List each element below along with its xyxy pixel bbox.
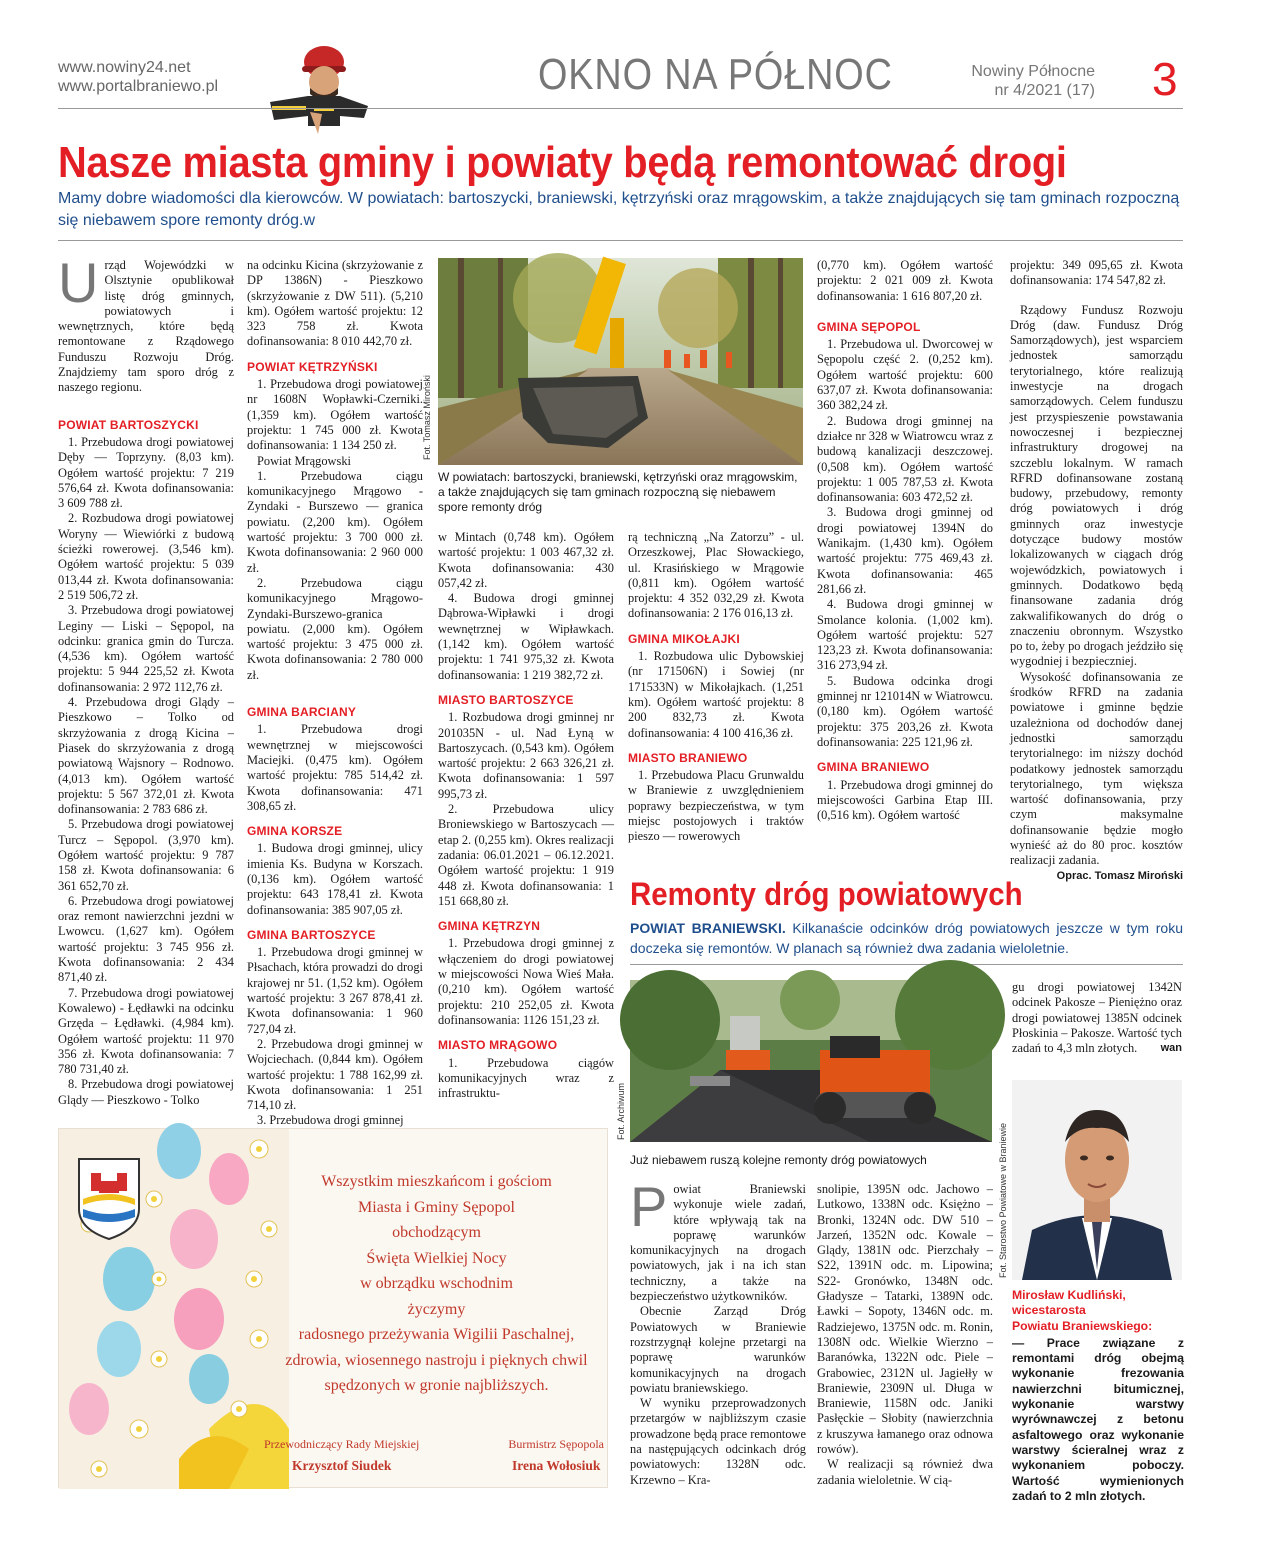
heading-gmina-barciany: GMINA BARCIANY [247,705,357,720]
quote-office: Powiatu Braniewskiego: [1012,1318,1153,1333]
ad-line: obchodzącym [392,1224,481,1241]
publication-info [971,62,1095,100]
article1-column-4 [628,530,804,860]
list-item: 5. Budowa odcinka drogi gminnej nr 121014N w Wiatrowcu. (0,180 km). Ogółem wartość projektu: 375 203,26 zł. Kwota dofinansowania: 225 121,96 zł. [817,673,993,749]
heading-miasto-braniewo: MIASTO BRANIEWO [628,750,748,765]
article1-column-1 [58,251,234,1108]
lead-divider [58,240,1183,241]
firefighter-mascot-icon [264,36,376,136]
list-item: 1. Przebudowa drogi gminnej w Płsachach, która prowadzi do drogi krajowej nr 51. (1,52 km). Ogółem wartość projektu: 3 267 878,41 zł. Kwota dofinansowania: 1 960 727,04 zł. [247,945,423,1036]
ad-line: spędzonych w gronie najbliższych. [324,1377,549,1394]
list-item: 5. Przebudowa drogi powiatowej Turcz – Sępopol. (3,970 km). Ogółem wartość projektu: 9 787 158 zł. Kwota dofinansowania: 6 361 652,70 zł. [58,817,234,893]
list-item: 7. Przebudowa drogi powiatowej Kowalewo) - Łędławki na odcinku Grzęda – Łędławki. (4,984 km). Ogółem wartość projektu: 11 970 356 zł. Kwota dofinansowania: 7 780 731,40 zł. [58,985,234,1077]
easter-eggs-flowers-icon [59,1129,289,1489]
article1-column-2 [247,258,423,1128]
quote-name: Mirosław Kudliński, [1012,1288,1126,1302]
publication-name: Nowiny Północne [971,63,1095,80]
list-item: rą techniczną „Na Zatorzu” - ul. Orzeszkowej, Plac Słowackiego, ul. Krasińskiego w Mrągowie (0,811 km). Ogółem wartość projektu: 4 352 032,29 zł. Kwota dofinansowania: 2 176 016,13 zł. [628,530,804,621]
signature-name: Krzysztof Siudek [291,1458,392,1473]
dropcap: P [630,1175,668,1238]
list-item: 4. Budowa drogi gminnej w Smolance kolonia. (1,002 km). Ogółem wartość projektu: 527 123,23 zł. Kwota dofinansowania: 316 273,94 zł. [817,597,993,673]
dropcap: U [58,251,99,314]
article1-column-6 [1010,258,1183,882]
heading-powiat-ketrzynski: POWIAT KĘTRZYŃSKI [247,359,378,374]
second-lead: POWIAT BRANIEWSKI. Kilkanaście odcinków dróg powiatowych jeszcze w tym roku doczeka się remontów. W planach są również dwa zadania wieloletnie. [630,920,1183,956]
url-portalbraniewo[interactable]: www.portalbraniewo.pl [58,78,219,95]
list-item: 1. Rozbudowa ulic Dybowskiej (nr 171506N) i Sowiej (nr 171533N) w Mikołajkach. (1,251 km). Ogółem wartość projektu: 8 200 832,73 zł. Kwota dofinansowania: 4 100 416,36 zł. [628,649,804,740]
body-paragraph: Rządowy Fundusz Rozwoju Dróg (daw. Fundusz Dróg Samorządowych), jest wsparciem jednostek samorządu terytorialnego, które realizują inwestycje na drogach samorządowych. Celem funduszu jest przyspieszenie powstawania nowoczesnej i bezpiecznej infrastruktury drogowej na szczeblu lokalnym. W ramach RFRD dofinansowane zostaną budowy, przebudowy, remonty dróg powiatowych i dróg gminnych oraz inwestycje dotyczące budowy mostów lokalizowanych w ciągach dróg wojewódzkich, powiatowych i gminnych. Dodatkowo będą finansowane zadania dróg zakwalifikowanych do dróg o znaczeniu obronnym. Wszystko po to, żeby po drogach jeździło się wygodniej i bezpieczniej. [1010,302,1183,669]
second-lead-divider [630,964,1183,965]
list-item: 1. Przebudowa drogi powiatowej nr 1608N Wopławki-Czerniki. (1,359 km). Ogółem wartość projektu: 1 745 000 zł. Kwota dofinansowania: 1 134 250 zł. [247,377,423,453]
list-item: 1. Przebudowa drogi wewnętrznej w miejscowości Maciejki. (0,475 km). Ogółem wartość projektu: 785 514,42 zł. Kwota dofinansowania: 471 308,65 zł. [247,722,423,813]
ad-line: Święta Wielkiej Nocy [366,1249,507,1267]
list-item: na odcinku Kicina (skrzyżowanie z DP 1386N) - Pieszkowo (skrzyżowanie z DW 511). (5,210 km). Ogółem wartość projektu: 12 323 758 zł. Kwota dofinansowania: 8 010 442,70 zł. [247,258,423,349]
body-paragraph: Wysokość dofinansowania ze środków RFRD na zadania powiatowe i gminne będzie uzależniona od dochodów danej jednostki samorządu terytorialnego: im niższy dochód podatkowy jednostek samorządu terytorialnego, tym większa wartość dofinansowania, przy czym maksymalne dofinansowanie będzie mogło wynieść aż do 80 proc. kosztów realizacji zadania. [1010,669,1183,868]
header-divider [58,108,1183,109]
portrait-photo [1012,1080,1182,1280]
heading-gmina-sepopol: GMINA SĘPOPOL [817,319,921,334]
list-item: w Mintach (0,748 km). Ogółem wartość projektu: 1 003 467,32 zł. Kwota dofinansowania: 430 057,42 zł. [438,530,614,590]
easter-greeting-ad [58,1128,608,1488]
list-item: 2. Przebudowa ulicy Broniewskiego w Bartoszycach — etap 2. (0,255 km). Okres realizacji zadania: 06.01.2021 – 06.12.2021. Ogółem wartość projektu: 1 919 448 zł. Kwota dofinansowania: 1 151 668,80 zł. [438,802,614,908]
article1-column-3 [438,530,614,1101]
list-item: 3. Przebudowa drogi gminnej [257,1113,404,1128]
byline: Oprac. Tomasz Miroński [1056,869,1183,882]
ad-line: w obrządku wschodnim [360,1275,513,1292]
section-title: OKNO NA PÓŁNOC [538,50,893,99]
list-item: 1. Rozbudowa drogi gminnej nr 201035N - ul. Nad Łyną w Bartoszycach. (0,543 km). Ogółem wartość projektu: 2 663 326,21 zł. Kwota dofinansowania: 1 597 995,73 zł. [438,710,614,801]
article2-column-2 [817,1182,993,1492]
list-item: 8. Przebudowa drogi powiatowej Glądy — Pieszkowo - Tolko [58,1077,234,1107]
ad-signatures [264,1433,604,1477]
ad-greeting-text [259,1169,614,1399]
signature-title: Burmistrz Sępopola [508,1437,604,1451]
list-item: 3. Budowa drogi gminnej od drogi powiatowej 1394N do Wanikajm. (1,430 km). Ogółem wartość projektu: 775 469,43 zł. Kwota dofinansowania: 465 281,66 zł. [817,505,993,596]
heading-gmina-korsze: GMINA KORSZE [247,824,343,839]
list-item: 1. Przebudowa Placu Grunwaldu w Braniewie z uwzględnieniem poprawy bezpieczeństwa, w tym miejsc postojowych i traktów pieszo — rowerowych [628,768,804,844]
main-lead: Mamy dobre wiadomości dla kierowców. W powiatach: bartoszycki, braniewski, kętrzyński oraz mrągowskim, a także znajdujących się tam gminach rozpoczną się niebawem spore remonty dróg.w [58,190,1180,229]
url-nowiny24[interactable]: www.nowiny24.net [58,59,191,76]
heading-gmina-mikolajki: GMINA MIKOŁAJKI [628,631,740,646]
list-item: 2. Budowa drogi gminnej na działce nr 328 w Wiatrowcu wraz z budową kanalizacji deszczowej. (0,508 km). Ogółem wartość projektu: 1 005 787,53 zł. Kwota dofinansowania: 603 472,52 zł. [817,413,993,505]
byline: wan [1160,1042,1182,1055]
list-item: 1. Przebudowa drogi gminnej z włączeniem do drogi powiatowej w miejscowości Nowa Wieś Mała. (0,210 km). Ogółem wartość projektu: 210 252,05 zł. Kwota dofinansowania: 1126 151,23 zł. [438,936,614,1027]
quote-role: wicestarosta [1012,1303,1086,1318]
list-item: 1. Przebudowa drogi gminnej do miejscowości Garbina Etap III. (0,516 km). Ogółem wartość [817,777,993,823]
site-urls [58,58,218,96]
body-paragraph: snolipie, 1395N odc. Jachowo – Lutkowo, 1338N odc. Księżno – Bronki, 1324N odc. DW 510 – Jarzeń, 1352N odc. Kowale – Glądy, 1381N odc. Pierzchały – S22, 1391N odc. m. Lipowina; S22- Gronówko, 1348N odc. Gładysze – Tatarki, 1389N odc. Ławki – Sopoty, 1346N odc. m. Radziejewo, 1375N odc. m. Ronin, 1308N odc. Wielkie Wierzno – Baranówka, 1322N odc. Piele – Grabowiec, 2312N ul. Jagiełły w Braniewie, 2309N ul. Długa w Braniewie, 1158N odc. Janiki Pasłęckie – Słobity (nawierzchnia z kruszywa łamanego oraz odnowa rowów). [817,1182,993,1457]
list-item: 1. Przebudowa drogi powiatowej Dęby — Toprzyny. (8,03 km). Ogółem wartość projektu: 7 219 576,64 zł. Kwota dofinansowania: 3 609 788 zł. [58,434,234,511]
photo-credit: Fot. Archiwum [616,1082,626,1140]
list-item: 1. Przebudowa ciągów komunikacyjnych wraz z infrastruktu- [438,1055,614,1101]
article2-column-3 [1012,980,1182,1080]
heading-powiat-bartoszycki: POWIAT BARTOSZYCKI [58,417,199,432]
photo-caption: Już niebawem ruszą kolejne remonty dróg powiatowych [630,1153,927,1167]
photo-caption: W powiatach: bartoszycki, braniewski, kętrzyński oraz mrągowskim, a także znajdujących się tam gminach rozpoczną się niebawem spore remonty dróg [438,470,798,514]
article1-column-5 [817,258,993,858]
body-paragraph: Obecnie Zarząd Dróg Powiatowych w Braniewie rozstrzygnął kolejne przetargi na poprawę warunków komunikacyjnych na drogach powiatu braniewskiego. [630,1304,806,1395]
photo-credit: Fot. Tomasz Miroński [422,375,432,460]
list-item: 1. Budowa drogi gminnej, ulicy imienia Ks. Budyna w Korszach. (0,136 km). Ogółem wartość projektu: 643 178,41 zł. Kwota dofinansowania: 385 907,05 zł. [247,841,423,917]
ad-line: życzymy [407,1300,466,1318]
issue-number: nr 4/2021 (17) [994,82,1095,99]
ad-line: Wszystkim mieszkańcom i gościom [321,1173,552,1190]
heading-miasto-mragowo: MIASTO MRĄGOWO [438,1038,558,1053]
page-header [0,0,1267,112]
heading-miasto-bartoszyce: MIASTO BARTOSZYCE [438,692,574,707]
page-number: 3 [1152,53,1178,105]
signature-mayor [508,1433,604,1477]
subheading-powiat-mragowski: Powiat Mrągowski [257,453,351,468]
heading-gmina-bartoszyce: GMINA BARTOSZYCE [247,927,376,942]
signature-name: Irena Wołosiuk [511,1458,601,1473]
heading-gmina-ketrzyn: GMINA KĘTRZYN [438,919,541,934]
ad-line: radosnego przeżywania Wigilii Paschalnej, [298,1326,575,1343]
list-item: 3. Przebudowa drogi powiatowej Leginy — Liski – Sępopol, na odcinku: granica gmin do Turcza. (4,536 km). Ogółem wartość projektu: 5 944 225,52 zł. Kwota dofinansowania: 2 972 112,76 zł. [58,603,234,694]
list-item: (0,770 km). Ogółem wartość projektu: 2 021 009 zł. Kwota dofinansowania: 1 616 807,20 zł. [817,258,993,303]
list-item: 2. Przebudowa drogi gminnej w Wojciechach. (0,844 km). Ogółem wartość projektu: 1 788 162,99 zł. Kwota dofinansowania: 1 251 714,10 zł. [247,1036,423,1113]
body-paragraph: gu drogi powiatowej 1342N odcinek Pakosze – Pieniężno oraz drogi powiatowej 1385N odcinek Płoskinia – Pakosze. Wartość tych zadań to 4,3 mln złotych. [1012,980,1182,1056]
article2-column-1 [630,1175,806,1492]
signature-council-chair [264,1433,419,1477]
list-item: 2. Rozbudowa drogi powiatowej Woryny — Wiewiórki z budową ścieżki rowerowej. (3,546 km). Ogółem wartość projektu: 5 039 013,44 zł. Kwota dofinansowania: 2 519 506,72 zł. [58,511,234,602]
list-item: 2. Przebudowa ciągu komunikacyjnego Mrągowo-Zyndaki-Burszewo-granica powiatu. (2,000 km). Ogółem wartość projektu: 3 475 000 zł. Kwota dofinansowania: 2 780 000 zł. [247,575,423,682]
list-item: 4. Przebudowa drogi Glądy – Pieszkowo – Tolko od skrzyżowania z drogą Kicina – Piasek do skrzyżowania z drogą powiatową Wajsnory – Rodnowo. (4,013 km). Ogółem wartość projektu: 5 567 372,01 zł. Kwota dofinansowania: 2 783 686 zł. [58,695,234,817]
intro-paragraph: Urząd Wojewódzki w Olsztynie opublikował listę dróg gminnych, powiatowych i wewnętrznych, które będą remontowane z Rządowego Funduszu Rozwoju Dróg. Znajdziemy tam sporo dróg z naszego regionu. [58,251,234,395]
body-paragraph: W realizacji są również dwa zadania wieloletnie. W cią- [817,1457,993,1487]
signature-title: Przewodniczący Rady Miejskiej [264,1437,420,1451]
list-item: 1. Przebudowa ciągu komunikacyjnego Mrągowo - Zyndaki - Burszewo — granica powiatu. (2,200 km). Ogółem wartość projektu: 3 700 000 zł. Kwota dofinansowania: 2 960 000 zł. [247,468,423,575]
intro-paragraph: Powiat Braniewski wykonuje wiele zadań, które wpływają tak na poprawę warunków komunikacyjnych na drogach powiatowych, jak i na ich stan techniczny, a także na bezpieczeństwo użytkowników. [630,1175,806,1304]
official-quote [1012,1288,1184,1504]
quote-text: — Prace związane z remontami dróg obejmą wykonanie frezowania nawierzchni bitumicznej, wykonanie warstwy wyrównawczej z betonu asfaltowego oraz wykonanie warstwy ścieralnej wraz z wykonaniem poboczy. Wartość wymienionych zadań to 2 mln złotych. [1012,1335,1184,1503]
road-roller-photo [630,980,992,1142]
second-headline: Remonty dróg powiatowych [630,876,1023,912]
list-item: 1. Przebudowa ul. Dworcowej w Sępopolu część 2. (0,252 km). Ogółem wartość projektu: 600 637,07 zł. Kwota dofinansowania: 360 382,24 zł. [817,337,993,413]
photo-credit: Fot. Starostwo Powiatowe w Braniewie [998,1122,1008,1278]
heading-gmina-braniewo: GMINA BRANIEWO [817,760,930,775]
main-headline: Nasze miasta gminy i powiaty będą remontować drogi [58,138,1067,187]
body-paragraph: W wyniku przeprowadzonych przetargów w najbliższym czasie prowadzone będą prace remontowe na następujących odcinkach dróg powiatowych: 1328N odc. Krzewno – Kra- [630,1396,806,1487]
ad-line: zdrowia, wiosennego nastroju i pięknych chwil [285,1351,588,1369]
ad-line: Miasta i Gminy Sępopol [358,1198,515,1216]
excavator-photo [438,258,803,465]
list-item: 6. Przebudowa drogi powiatowej oraz remont nawierzchni jezdni w Lwowcu. (1,627 km). Ogółem wartość projektu: 3 745 956 zł. Kwota dofinansowania: 2 434 871,40 zł. [58,893,234,985]
lead-location: POWIAT BRANIEWSKI. [630,920,786,936]
list-item: projektu: 349 095,65 zł. Kwota dofinansowania: 174 547,82 zł. [1010,258,1183,288]
list-item: 4. Budowa drogi gminnej Dąbrowa-Wipławki i drogi wewnętrznej w Wipławkach. (1,142 km). Ogółem wartość projektu: 1 741 975,32 zł. Kwota dofinansowania: 1 219 382,72 zł. [438,591,614,682]
